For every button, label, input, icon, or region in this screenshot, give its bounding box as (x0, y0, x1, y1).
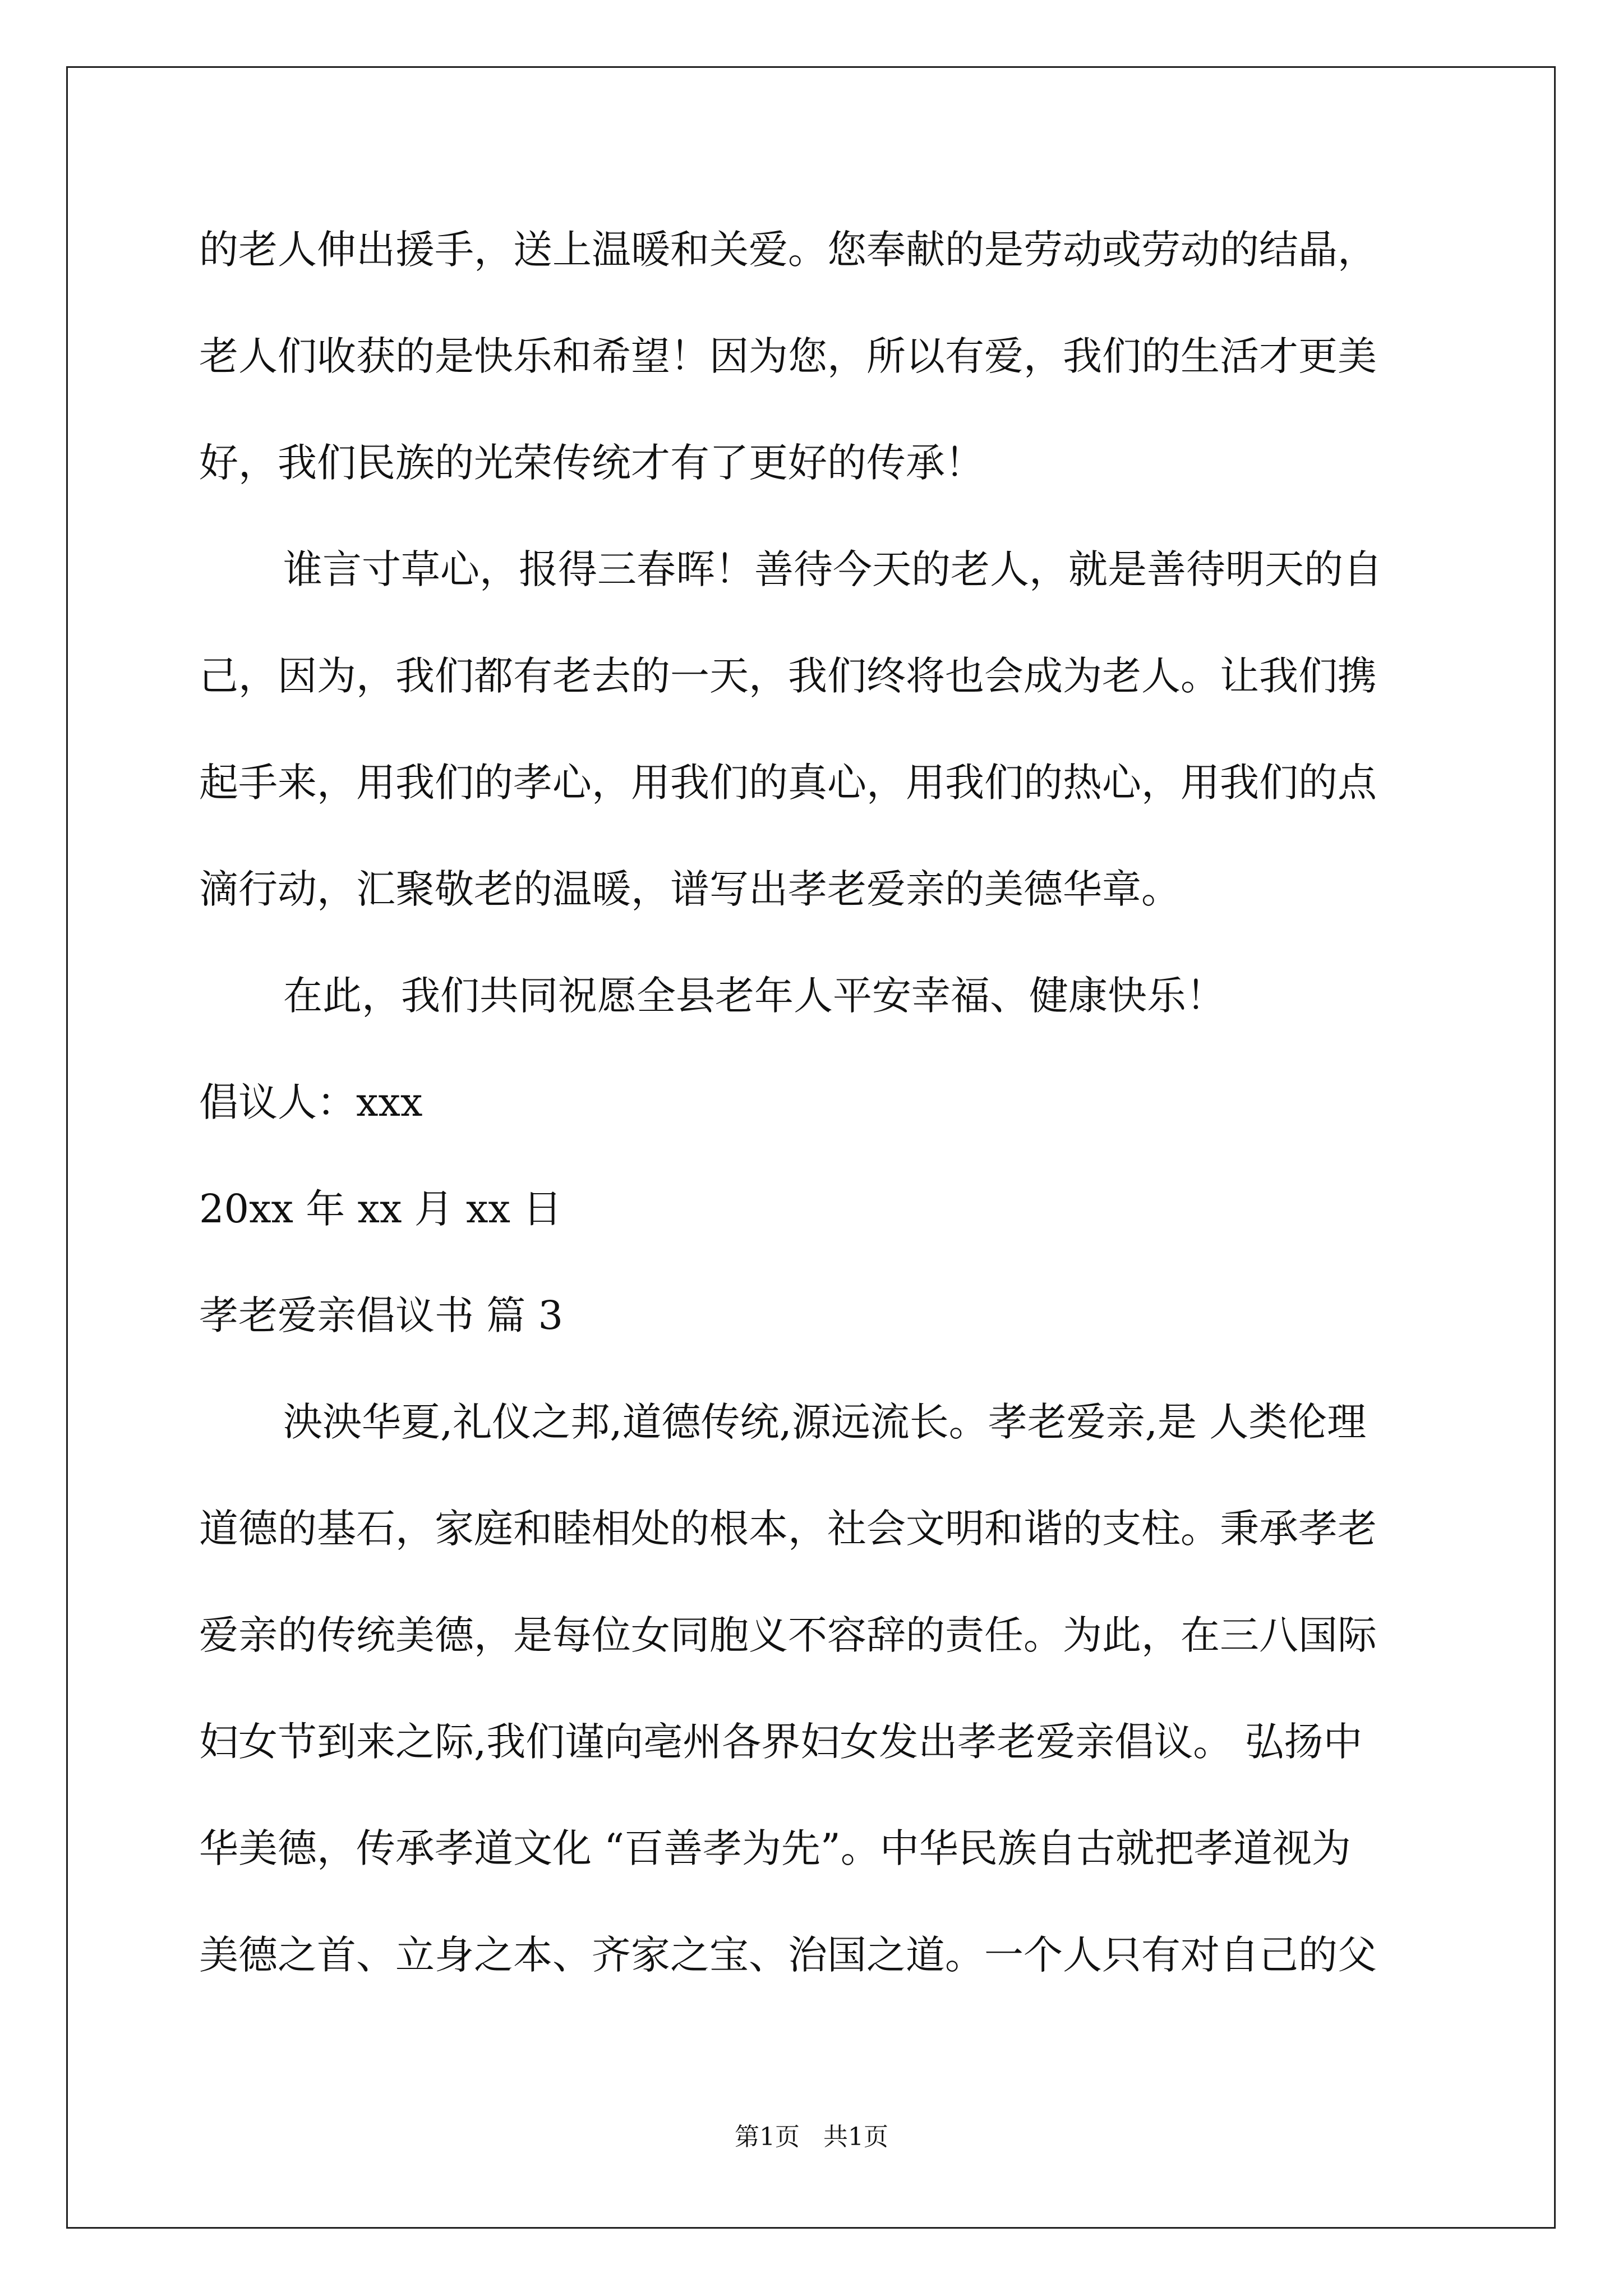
body-line-12: 泱泱华夏,礼仪之邦,道德传统,源远流长。孝老爱亲,是 人类伦理 (283, 1399, 1367, 1445)
page-footer: 第1页 共1页 (735, 2123, 888, 2151)
body-line-2: 老人们收获的是快乐和希望！因为您，所以有爱，我们的生活才更美 (199, 333, 1377, 379)
body-line-16: 华美德，传承孝道文化 “百善孝为先”。中华民族自古就把孝道视为 (199, 1825, 1351, 1871)
page-border (66, 66, 1556, 2229)
body-line-8: 在此，我们共同祝愿全县老年人平安幸福、健康快乐！ (283, 973, 1225, 1019)
body-line-13: 道德的基石，家庭和睦相处的根本，社会文明和谐的支柱。秉承孝老 (199, 1506, 1377, 1552)
body-line-5: 己，因为，我们都有老去的一天，我们终将也会成为老人。让我们携 (199, 653, 1377, 699)
section-heading: 孝老爱亲倡议书 篇 3 (199, 1292, 564, 1338)
body-line-6: 起手来，用我们的孝心，用我们的真心，用我们的热心，用我们的点 (199, 760, 1377, 806)
body-line-7: 滴行动，汇聚敬老的温暖，谱写出孝老爱亲的美德华章。 (199, 866, 1181, 912)
body-line-15: 妇女节到来之际,我们谨向亳州各界妇女发出孝老爱亲倡议。 弘扬中 (199, 1719, 1363, 1765)
signatory-line: 倡议人：xxx (199, 1079, 423, 1125)
body-line-3: 好，我们民族的光荣传统才有了更好的传承！ (199, 440, 984, 486)
body-line-1: 的老人伸出援手，送上温暖和关爱。您奉献的是劳动或劳动的结晶， (199, 227, 1377, 273)
body-line-4: 谁言寸草心，报得三春晖！善待今天的老人，就是善待明天的自 (283, 546, 1382, 592)
date-line: 20xx 年 xx 月 xx 日 (199, 1186, 562, 1232)
body-line-17: 美德之首、立身之本、齐家之宝、治国之道。一个人只有对自己的父 (199, 1932, 1377, 1978)
body-line-14: 爱亲的传统美德，是每位女同胞义不容辞的责任。为此，在三八国际 (199, 1612, 1377, 1658)
